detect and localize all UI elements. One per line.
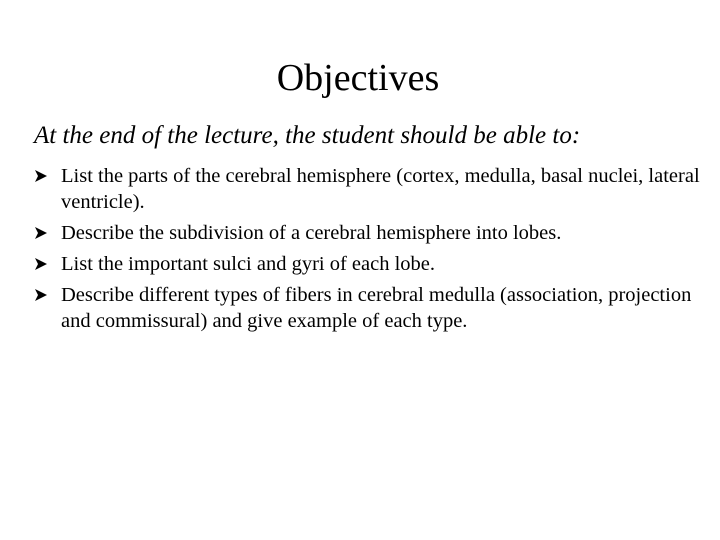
objective-text: Describe the subdivision of a cerebral hemisphere into lobes.	[61, 222, 562, 244]
arrow-head-bullet-icon	[34, 257, 48, 271]
arrow-head-bullet-icon	[34, 226, 48, 240]
intro-text: At the end of the lecture, the student should be able to:	[34, 122, 581, 149]
objective-text: List the important sulci and gyri of each lobe.	[61, 253, 436, 275]
list-item	[34, 220, 704, 246]
objectives-list	[34, 163, 704, 339]
objective-text: List the parts of the cerebral hemisphere (cortex, medulla, basal nuclei, lateral ventricle).	[61, 165, 700, 213]
objective-text: Describe different types of fibers in cerebral medulla (association, projection and commissural) and give example of each type.	[61, 284, 692, 332]
slide-title: Objectives	[276, 57, 440, 99]
list-item	[34, 251, 704, 277]
arrow-head-bullet-icon	[34, 288, 48, 302]
list-item	[34, 282, 704, 334]
list-item	[34, 163, 704, 215]
arrow-head-bullet-icon	[34, 169, 48, 183]
